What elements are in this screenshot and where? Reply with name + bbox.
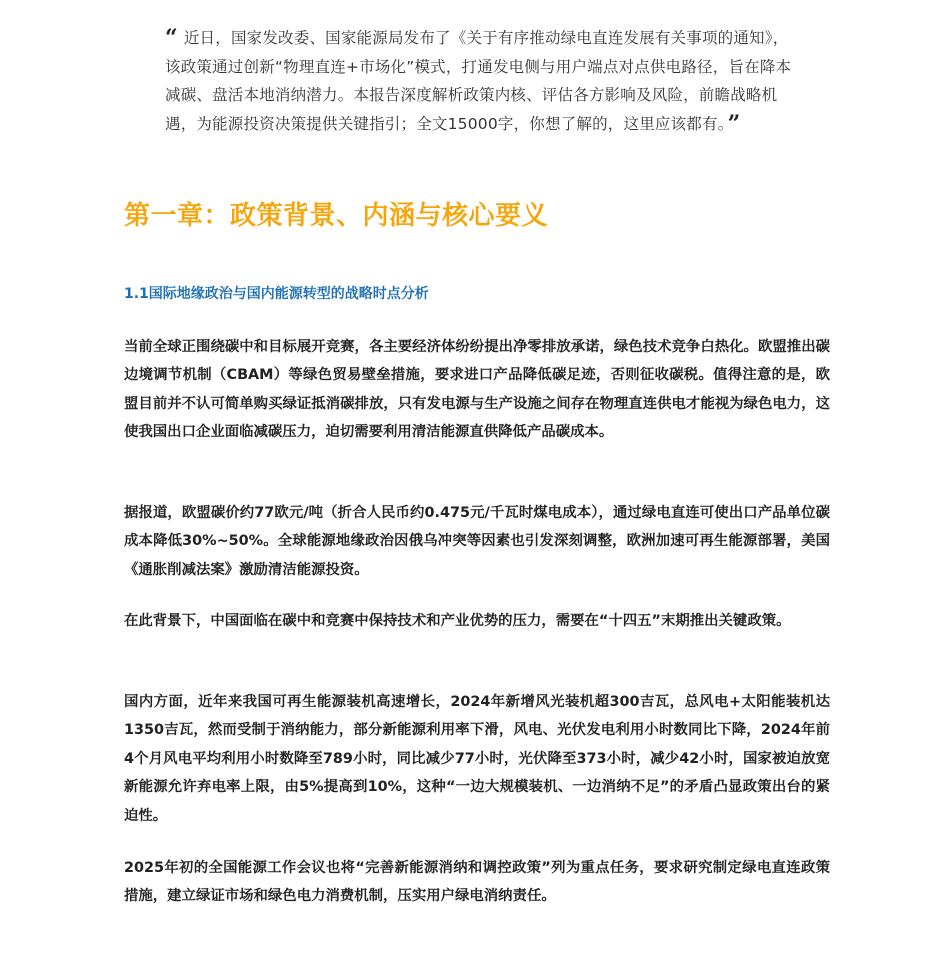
chapter-title: 第一章：政策背景、内涵与核心要义 — [124, 201, 549, 231]
body-paragraph-4: 国内方面，近年来我国可再生能源装机高速增长，2024年新增风光装机超300吉瓦，总风电+太阳能装机达1350吉瓦，然而受制于消纳能力，部分新能源利用率下滑，风电、光伏发电利用小时数同比下降，2024年前4个月风电平均利用小时数降至789小时，同比减少77小时，光伏降至373小时，减少42小时，国家被迫放宽新能源允许弃电率上限，由5%提高到10%，这种“一边大规模装机、一边消纳不足”的矛盾凸显政策出台的紧迫性。 — [124, 694, 830, 824]
section-title: 1.1国际地缘政治与国内能源转型的战略时点分析 — [124, 286, 429, 302]
close-quote-mark: ” — [727, 110, 741, 137]
body-paragraph-3: 在此背景下，中国面临在碳中和竞赛中保持技术和产业优势的压力，需要在“十四五”末期推出关键政策。 — [124, 613, 791, 629]
body-paragraph-5: 2025年初的全国能源工作会议也将“完善新能源消纳和调控政策”列为重点任务，要求研究制定绿电直连政策措施，建立绿证市场和绿色电力消费机制，压实用户绿电消纳责任。 — [124, 860, 830, 905]
open-quote-mark: “ — [165, 25, 178, 51]
body-paragraph-1: 当前全球正围绕碳中和目标展开竞赛，各主要经济体纷纷提出净零排放承诺，绿色技术竞争白热化。欧盟推出碳边境调节机制（CBAM）等绿色贸易壁垒措施，要求进口产品降低碳足迹，否则征收碳税。值得注意的是，欧盟目前并不认可简单购买绿证抵消碳排放，只有发电源与生产设施之间存在物理直连供电才能视为绿色电力，这使我国出口企业面临减碳压力，迫切需要利用清洁能源直供降低产品碳成本。 — [124, 339, 830, 441]
body-paragraph-2: 据报道，欧盟碳价约77欧元/吨（折合人民币约0.475元/千瓦时煤电成本），通过绿电直连可使出口产品单位碳成本降低30%~50%。全球能源地缘政治因俄乌冲突等因素也引发深刻调整，欧洲加速可再生能源部署，美国《通胀削减法案》激励清洁能源投资。 — [124, 505, 830, 578]
lead-quote — [165, 24, 795, 138]
lead-quote-text: 近日，国家发改委、国家能源局发布了《关于有序推动绿电直连发展有关事项的通知》，该政策通过创新“物理直连+市场化”模式，打通发电侧与用户端点对点供电路径，旨在降本减碳、盘活本地消纳潜力。本报告深度解析政策内核、评估各方影响及风险，前瞻战略机遇，为能源投资决策提供关键指引；全文15000字，你想了解的，这里应该都有。 — [165, 29, 792, 133]
